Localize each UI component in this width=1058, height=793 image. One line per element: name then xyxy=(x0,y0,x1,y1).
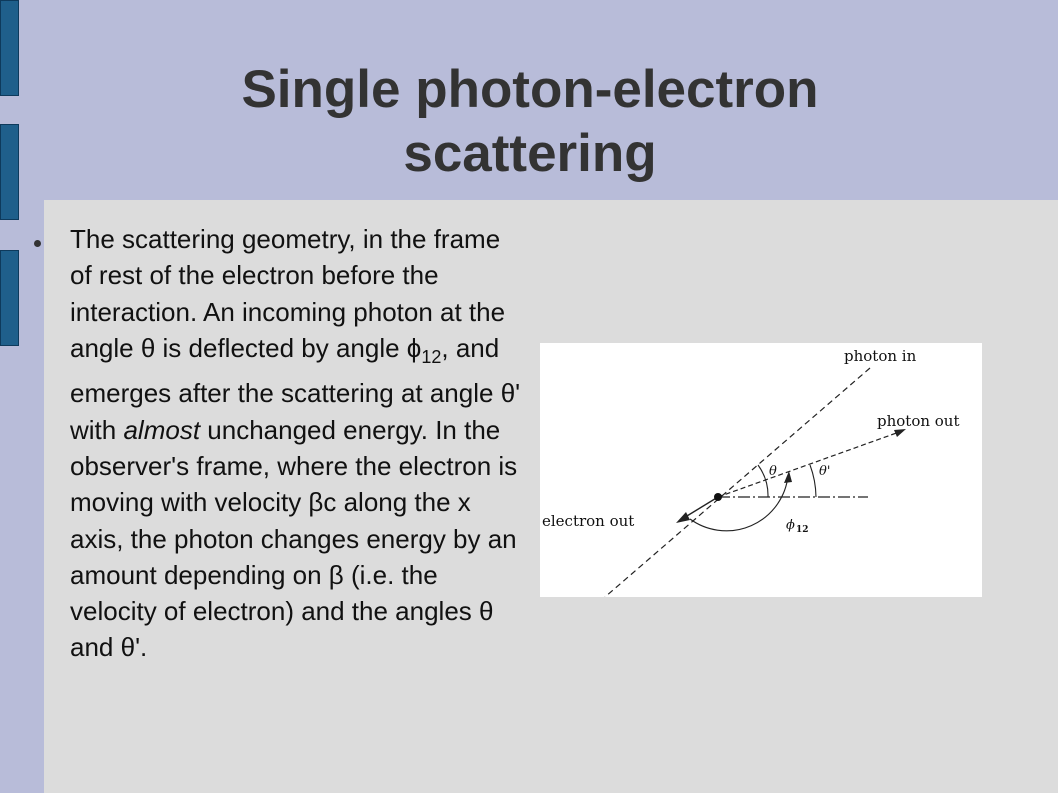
theta-label: θ xyxy=(769,464,777,479)
bullet-text-part1: The scattering geometry, in the frame of rest of the electron before the interaction. An incoming photon at the angle θ is deflected by angle xyxy=(70,224,506,363)
photon-in-label: photon in xyxy=(844,347,917,365)
side-tab-1 xyxy=(0,0,19,96)
theta-prime-label: θ' xyxy=(819,464,831,479)
bullet-icon xyxy=(34,240,41,247)
phi-subscript: 12 xyxy=(421,347,442,368)
bullet-text-part3: unchanged energy. In the observer's frame, where the electron is moving with velocity βc along the x axis, the photon changes energy by an amount depending on β (i.e. the velocity of electron) and the angles θ and θ'. xyxy=(70,414,518,663)
title-line-2: scattering xyxy=(403,124,657,183)
photon-in-line xyxy=(605,368,870,597)
phi12-arrowhead xyxy=(784,471,792,483)
photon-out-line xyxy=(718,431,902,497)
phi12-arc xyxy=(690,476,788,531)
bullet-text xyxy=(70,221,522,666)
emphasis-text: almost xyxy=(123,414,201,445)
bullet-text-part2: , and emerges after the scattering at angle θ' with xyxy=(70,332,521,445)
photon-out-label: photon out xyxy=(877,412,960,430)
photon-out-arrowhead xyxy=(894,429,906,437)
side-tab-2 xyxy=(0,124,19,220)
scattering-diagram xyxy=(540,343,982,597)
phi-symbol: ϕ xyxy=(406,332,422,363)
side-tab-3 xyxy=(0,250,19,346)
phi12-label: ϕ xyxy=(786,518,795,533)
theta-prime-arc xyxy=(810,465,816,497)
theta-arc xyxy=(758,465,768,497)
scattering-diagram-svg xyxy=(540,343,982,597)
slide-title xyxy=(40,58,1020,186)
phi12-subscript: 12 xyxy=(796,525,809,535)
electron-dot xyxy=(714,493,722,501)
electron-out-arrowhead xyxy=(676,512,690,523)
electron-out-label: electron out xyxy=(542,512,635,530)
title-line-1: Single photon-electron xyxy=(241,60,819,119)
